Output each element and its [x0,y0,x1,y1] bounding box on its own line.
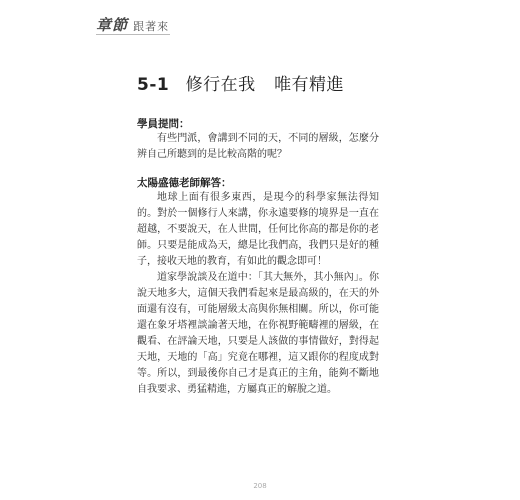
running-head-rest: 跟著來 [133,20,170,33]
section-title-part1: 修行在我 [185,75,256,95]
page-number: 208 [253,482,267,490]
section-number: 5-1 [137,75,170,95]
running-head [96,14,169,35]
section-title [137,70,344,95]
answer-label: 太陽盛德老師解答： [137,177,232,189]
question-text: 有些門派，會講到不同的天，不同的層級，怎麼分辨自己所聽到的是比較高階的呢？ [137,133,379,160]
running-head-rule [96,34,170,35]
section-title-part2: 唯有精進 [274,75,345,95]
running-head-cursive: 章節 [96,16,129,34]
answer-paragraph-1: 地球上面有很多東西，是現今的科學家無法得知的。對於一個修行人來講，你永遠要修的境界是一直在超越，不要說天，在人世間，任何比你高的都是你的老師。只要是能成為天，總是比我們高，我們只是好的種子，接收天地的教育，有如此的觀念即可！ [137,192,379,267]
answer-paragraph-2: 道家學說談及在道中：「其大無外，其小無內」。你說天地多大，這個天我們看起來是最高級的，在天的外面還有沒有，可能層級太高與你無相關。所以，你可能還在象牙塔裡談論著天地，在你視野範疇裡的層級，在觀看、在評論天地，只要是人該做的事情做好，對得起天地，天地的「高」究竟在哪裡，這又跟你的程度成對等。所以，到最後你自己才是真正的主角，能夠不斷地自我要求、勇猛精進，方屬真正的解脫之道。 [137,272,379,395]
question-label: 學員提問： [137,118,190,130]
